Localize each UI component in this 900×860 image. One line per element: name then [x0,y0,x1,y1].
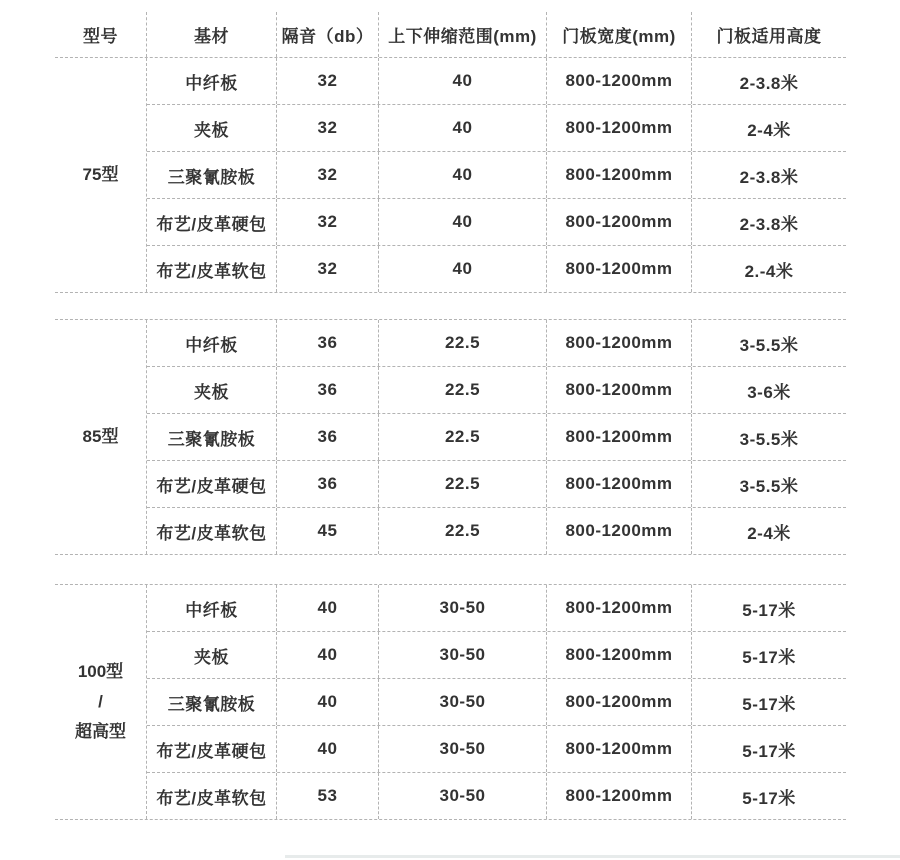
table-row [147,773,846,819]
group-rows [147,320,846,554]
width-cell: 800-1200mm [547,320,692,366]
db-cell: 40 [277,632,379,678]
height-cell: 5-17米 [742,600,796,620]
group-rows [147,585,846,819]
table-row [147,414,846,461]
group-rows [147,58,846,292]
db-cell: 32 [277,152,379,198]
header-cell-db: 隔音（db） [277,12,379,57]
db-cell: 40 [277,585,379,631]
height-cell: 3-6米 [747,382,791,402]
width-cell: 800-1200mm [547,585,692,631]
width-cell: 800-1200mm [547,105,692,151]
bottom-divider-bar [285,855,900,858]
width-cell: 800-1200mm [547,461,692,507]
material-cell: 三聚氰胺板 [147,152,277,198]
range-cell: 22.5 [379,508,547,554]
range-cell: 30-50 [379,679,547,725]
table-row [147,105,846,152]
height-cell: 3-5.5米 [739,429,799,449]
range-cell: 40 [379,199,547,245]
width-cell: 800-1200mm [547,58,692,104]
material-cell: 布艺/皮革软包 [147,773,277,819]
material-cell: 夹板 [147,632,277,678]
height-cell: 5-17米 [742,788,796,808]
db-cell: 36 [277,320,379,366]
header-cell-range: 上下伸缩范围(mm) [379,12,547,57]
model-group-100 [55,584,846,820]
height-cell: 2.-4米 [744,261,794,281]
db-cell: 36 [277,414,379,460]
width-cell: 800-1200mm [547,367,692,413]
model-label-line: 85型 [82,427,119,447]
range-cell: 40 [379,58,547,104]
material-cell: 布艺/皮革软包 [147,508,277,554]
range-cell: 30-50 [379,773,547,819]
table-row [147,152,846,199]
model-label-line: 75型 [82,165,119,185]
height-cell: 3-5.5米 [739,476,799,496]
material-cell: 中纤板 [147,320,277,366]
model-label-100 [55,585,147,819]
range-cell: 22.5 [379,320,547,366]
range-cell: 22.5 [379,367,547,413]
header-cell-material: 基材 [147,12,277,57]
model-label-75 [55,58,147,292]
table-row [147,58,846,105]
header-cell-model: 型号 [55,12,147,57]
table-row [147,320,846,367]
width-cell: 800-1200mm [547,632,692,678]
table-row [147,679,846,726]
material-cell: 三聚氰胺板 [147,679,277,725]
table-row [147,508,846,554]
width-cell: 800-1200mm [547,414,692,460]
height-cell: 2-3.8米 [739,167,799,187]
width-cell: 800-1200mm [547,773,692,819]
table-row [147,199,846,246]
model-group-85 [55,319,846,555]
db-cell: 40 [277,679,379,725]
material-cell: 布艺/皮革硬包 [147,461,277,507]
model-label-line: 100型 [77,662,124,682]
material-cell: 布艺/皮革硬包 [147,199,277,245]
table-row [147,632,846,679]
width-cell: 800-1200mm [547,152,692,198]
model-label-85 [55,320,147,554]
db-cell: 53 [277,773,379,819]
width-cell: 800-1200mm [547,679,692,725]
table-row [147,367,846,414]
material-cell: 夹板 [147,367,277,413]
header-cell-height: 门板适用高度 [716,27,822,46]
db-cell: 36 [277,367,379,413]
db-cell: 32 [277,246,379,292]
table-row [147,585,846,632]
material-cell: 布艺/皮革软包 [147,246,277,292]
db-cell: 40 [277,726,379,772]
model-group-75 [55,58,846,293]
model-label-line: / [98,692,103,712]
height-cell: 2-3.8米 [739,214,799,234]
height-cell: 5-17米 [742,647,796,667]
model-label-line: 超高型 [75,721,126,741]
material-cell: 布艺/皮革硬包 [147,726,277,772]
db-cell: 32 [277,58,379,104]
range-cell: 22.5 [379,461,547,507]
height-cell: 5-17米 [742,741,796,761]
height-cell: 2-4米 [747,120,791,140]
range-cell: 30-50 [379,726,547,772]
width-cell: 800-1200mm [547,246,692,292]
height-cell: 2-4米 [747,523,791,543]
table-header-row [55,12,846,58]
db-cell: 32 [277,199,379,245]
material-cell: 三聚氰胺板 [147,414,277,460]
range-cell: 30-50 [379,632,547,678]
height-cell: 2-3.8米 [739,73,799,93]
db-cell: 32 [277,105,379,151]
header-cell-width: 门板宽度(mm) [547,12,692,57]
range-cell: 40 [379,246,547,292]
table-row [147,461,846,508]
db-cell: 45 [277,508,379,554]
material-cell: 中纤板 [147,585,277,631]
range-cell: 40 [379,105,547,151]
table-row [147,246,846,292]
width-cell: 800-1200mm [547,199,692,245]
height-cell: 5-17米 [742,694,796,714]
width-cell: 800-1200mm [547,726,692,772]
width-cell: 800-1200mm [547,508,692,554]
material-cell: 中纤板 [147,58,277,104]
material-cell: 夹板 [147,105,277,151]
range-cell: 30-50 [379,585,547,631]
table-row [147,726,846,773]
spec-table [55,12,846,820]
db-cell: 36 [277,461,379,507]
range-cell: 22.5 [379,414,547,460]
range-cell: 40 [379,152,547,198]
height-cell: 3-5.5米 [739,335,799,355]
